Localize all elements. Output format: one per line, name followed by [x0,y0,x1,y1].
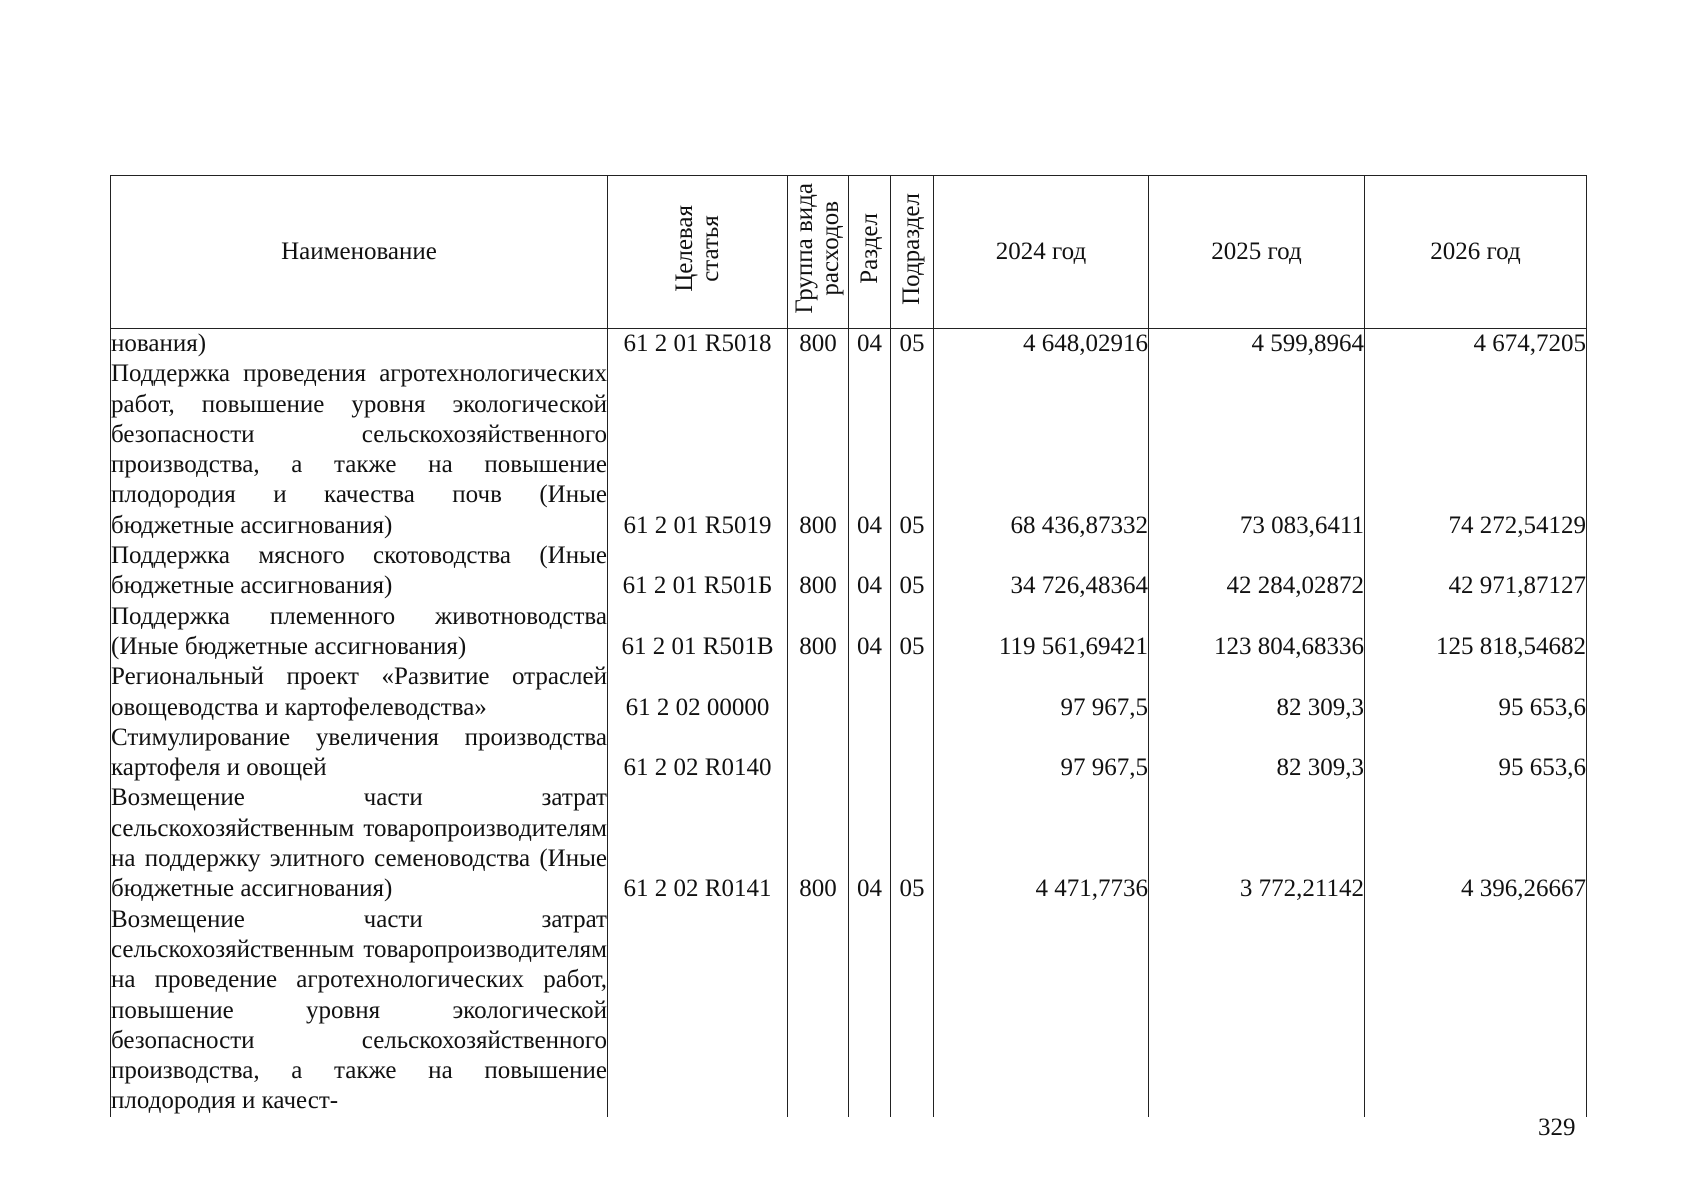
row-value-2024 [934,905,1149,1117]
row-expense-group: 800 [788,359,849,541]
budget-table [110,175,1587,1117]
row-subsection [891,723,934,784]
row-section: 04 [849,359,891,541]
row-section [849,723,891,784]
table-row [111,905,1587,1117]
row-target-code: 61 2 01 R501В [608,602,788,663]
row-expense-group: 800 [788,783,849,904]
row-value-2026: 95 653,6 [1365,723,1587,784]
row-name: Стимулирование увеличения производства картофеля и овощей [111,723,608,784]
row-target-code: 61 2 01 R501Б [608,541,788,602]
row-subsection [891,905,934,1117]
row-subsection: 05 [891,541,934,602]
row-subsection: 05 [891,359,934,541]
header-section: Раздел [849,176,891,329]
row-subsection [891,662,934,723]
row-section [849,662,891,723]
row-value-2024: 4 648,02916 [934,329,1149,360]
row-value-2025 [1149,905,1365,1117]
row-value-2026: 42 971,87127 [1365,541,1587,602]
page-number: 329 [1538,1114,1576,1141]
row-value-2025: 73 083,6411 [1149,359,1365,541]
row-expense-group: 800 [788,602,849,663]
row-value-2025: 3 772,21142 [1149,783,1365,904]
row-value-2024: 68 436,87332 [934,359,1149,541]
row-value-2025: 123 804,68336 [1149,602,1365,663]
row-section: 04 [849,602,891,663]
row-target-code: 61 2 02 00000 [608,662,788,723]
row-value-2025: 42 284,02872 [1149,541,1365,602]
row-expense-group: 800 [788,329,849,360]
row-name: Поддержка мясного скотоводства (Иные бюджетные ассигнования) [111,541,608,602]
table-header-row [111,176,1587,329]
row-expense-group [788,723,849,784]
header-2026: 2026 год [1365,176,1587,329]
row-value-2025: 82 309,3 [1149,723,1365,784]
row-target-code: 61 2 02 R0140 [608,723,788,784]
row-subsection: 05 [891,602,934,663]
table-row [111,359,1587,541]
row-target-code: 61 2 02 R0141 [608,783,788,904]
row-value-2026: 74 272,54129 [1365,359,1587,541]
row-name: Поддержка проведения агротехнологических работ, повышение уровня экологической безопасности сельскохозяйственного производства, а также на повышение плодородия и качества почв (Иные бюджетные ассигнования) [111,359,608,541]
row-expense-group [788,662,849,723]
row-value-2024: 97 967,5 [934,723,1149,784]
row-value-2024: 4 471,7736 [934,783,1149,904]
row-subsection: 05 [891,329,934,360]
table-row [111,783,1587,904]
header-subsection: Подраздел [891,176,934,329]
row-value-2026: 4 396,26667 [1365,783,1587,904]
row-section: 04 [849,541,891,602]
row-value-2025: 4 599,8964 [1149,329,1365,360]
row-value-2026: 4 674,7205 [1365,329,1587,360]
table-row [111,541,1587,602]
row-name: Поддержка племенного животноводства (Иные бюджетные ассигнования) [111,602,608,663]
row-subsection: 05 [891,783,934,904]
row-value-2024: 97 967,5 [934,662,1149,723]
row-section [849,905,891,1117]
row-expense-group [788,905,849,1117]
row-name: Региональный проект «Развитие отраслей овощеводства и картофелеводства» [111,662,608,723]
row-value-2025: 82 309,3 [1149,662,1365,723]
row-expense-group: 800 [788,541,849,602]
row-name: нования) [111,329,608,360]
header-expense-group: Группа вида расходов [788,176,849,329]
row-value-2024: 34 726,48364 [934,541,1149,602]
table-row [111,662,1587,723]
row-value-2026 [1365,905,1587,1117]
row-target-code: 61 2 01 R5019 [608,359,788,541]
table-row [111,602,1587,663]
header-2024: 2024 год [934,176,1149,329]
row-name: Возмещение части затрат сельскохозяйственным товаропроизводителям на проведение агротехнологических работ, повышение уровня экологической безопасности сельскохозяйственного производства, а также на повышение плодородия и качест- [111,905,608,1117]
row-value-2026: 125 818,54682 [1365,602,1587,663]
header-2025: 2025 год [1149,176,1365,329]
row-value-2026: 95 653,6 [1365,662,1587,723]
table-row [111,723,1587,784]
table-row [111,329,1587,360]
header-target-article: Целевая статья [608,176,788,329]
row-target-code: 61 2 01 R5018 [608,329,788,360]
row-value-2024: 119 561,69421 [934,602,1149,663]
row-target-code [608,905,788,1117]
row-name: Возмещение части затрат сельскохозяйственным товаропроизводителям на поддержку элитного семеноводства (Иные бюджетные ассигнования) [111,783,608,904]
row-section: 04 [849,329,891,360]
row-section: 04 [849,783,891,904]
header-name: Наименование [111,176,608,329]
